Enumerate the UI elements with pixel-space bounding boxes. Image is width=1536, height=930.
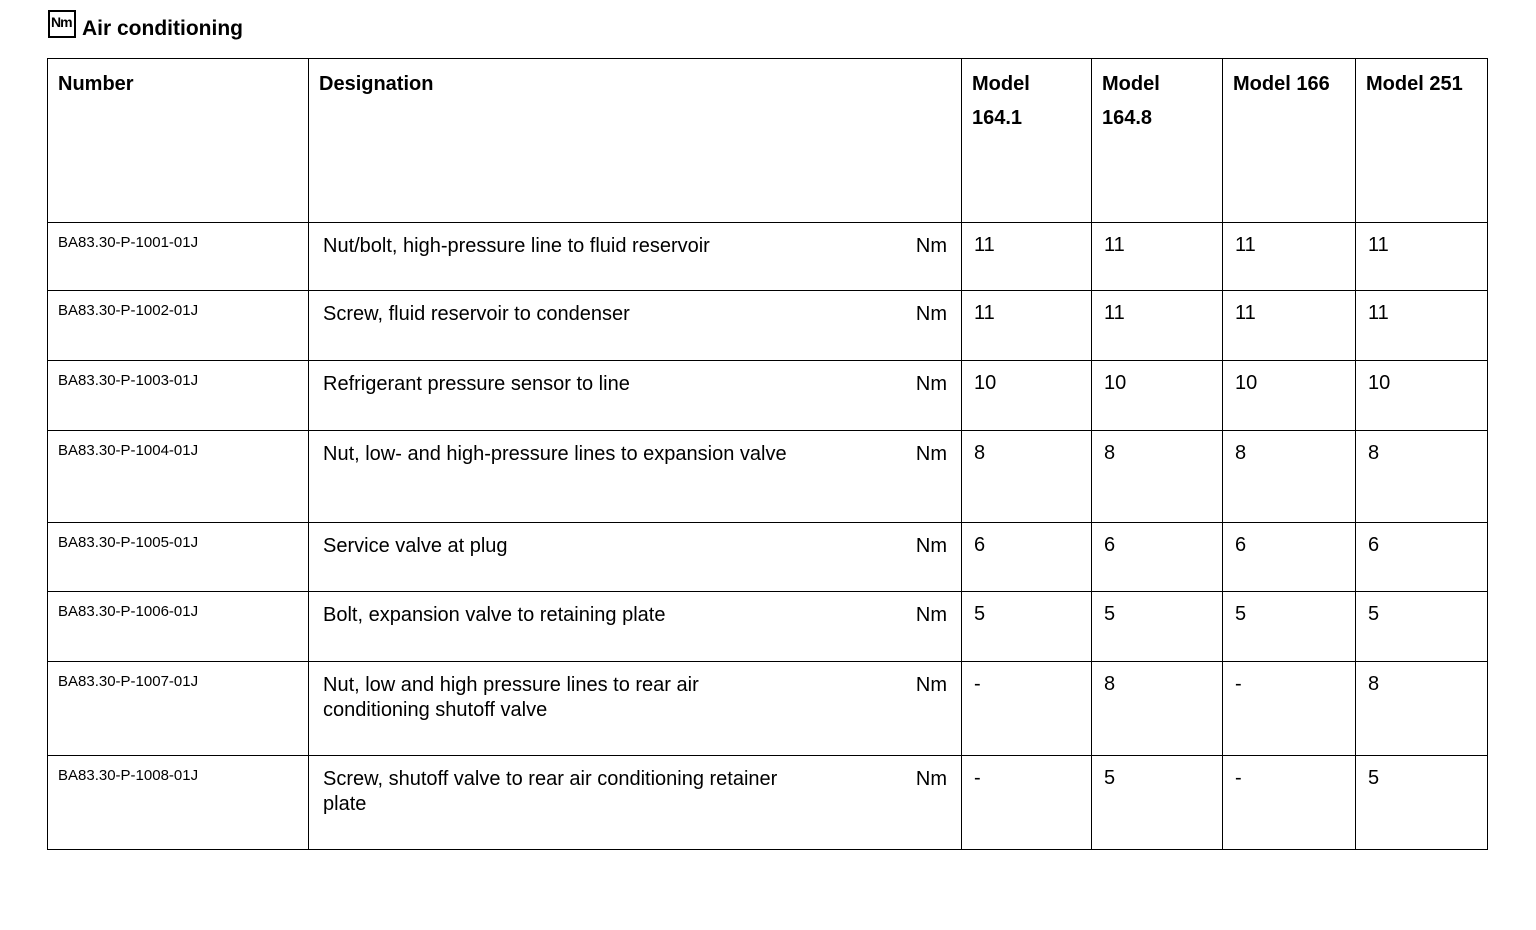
torque-value: 8 bbox=[1104, 442, 1116, 464]
cell-model-2 bbox=[1092, 223, 1223, 291]
cell-model-2 bbox=[1092, 431, 1223, 523]
table-row bbox=[48, 523, 1488, 592]
cell-model-1 bbox=[962, 431, 1092, 523]
unit-label: Nm bbox=[915, 768, 947, 790]
column-header-model-1: Model 164.1 bbox=[962, 59, 1092, 223]
torque-table bbox=[47, 58, 1488, 850]
cell-number bbox=[48, 291, 309, 361]
table-header-row bbox=[48, 59, 1488, 223]
torque-value: 5 bbox=[1368, 767, 1380, 789]
torque-value: 6 bbox=[1235, 534, 1247, 556]
part-number: BA83.30-P-1003-01J bbox=[58, 372, 199, 389]
cell-number bbox=[48, 756, 309, 850]
cell-model-3 bbox=[1223, 523, 1356, 592]
cell-model-4 bbox=[1356, 291, 1488, 361]
cell-number bbox=[48, 523, 309, 592]
cell-model-4 bbox=[1356, 431, 1488, 523]
unit-label: Nm bbox=[915, 535, 947, 557]
cell-model-3 bbox=[1223, 662, 1356, 756]
torque-value: - bbox=[1235, 673, 1242, 695]
page-title: Air conditioning bbox=[82, 17, 243, 40]
part-number: BA83.30-P-1008-01J bbox=[58, 767, 199, 784]
torque-value: 10 bbox=[974, 372, 997, 394]
table-row bbox=[48, 592, 1488, 662]
cell-model-4 bbox=[1356, 223, 1488, 291]
cell-model-3 bbox=[1223, 223, 1356, 291]
torque-value: 5 bbox=[1104, 603, 1116, 625]
table-row bbox=[48, 431, 1488, 523]
unit-label: Nm bbox=[915, 373, 947, 395]
cell-model-2 bbox=[1092, 592, 1223, 662]
table-row bbox=[48, 291, 1488, 361]
column-header-model-2: Model 164.8 bbox=[1092, 59, 1223, 223]
torque-value: 6 bbox=[974, 534, 986, 556]
designation-text: Screw, fluid reservoir to condenser bbox=[323, 303, 630, 325]
cell-model-4 bbox=[1356, 523, 1488, 592]
cell-model-2 bbox=[1092, 662, 1223, 756]
cell-model-1 bbox=[962, 223, 1092, 291]
designation-text: Refrigerant pressure sensor to line bbox=[323, 373, 630, 395]
torque-value: 8 bbox=[1368, 673, 1380, 695]
part-number: BA83.30-P-1005-01J bbox=[58, 534, 199, 551]
column-header-model-3: Model 166 bbox=[1223, 59, 1356, 223]
table-row bbox=[48, 662, 1488, 756]
part-number: BA83.30-P-1004-01J bbox=[58, 442, 199, 459]
torque-value: 11 bbox=[974, 234, 995, 256]
cell-model-2 bbox=[1092, 523, 1223, 592]
unit-label: Nm bbox=[915, 235, 947, 257]
cell-number bbox=[48, 361, 309, 431]
cell-model-3 bbox=[1223, 431, 1356, 523]
cell-model-1 bbox=[962, 662, 1092, 756]
part-number: BA83.30-P-1002-01J bbox=[58, 302, 199, 319]
cell-designation bbox=[309, 291, 962, 361]
cell-number bbox=[48, 431, 309, 523]
column-header-number: Number bbox=[48, 59, 309, 223]
designation-text: Bolt, expansion valve to retaining plate bbox=[323, 604, 666, 626]
torque-value: 8 bbox=[1235, 442, 1247, 464]
cell-designation bbox=[309, 361, 962, 431]
cell-model-1 bbox=[962, 523, 1092, 592]
torque-value: 8 bbox=[1368, 442, 1380, 464]
cell-model-1 bbox=[962, 592, 1092, 662]
cell-designation bbox=[309, 662, 962, 756]
torque-value: 6 bbox=[1104, 534, 1116, 556]
table-row bbox=[48, 361, 1488, 431]
torque-value: 10 bbox=[1104, 372, 1127, 394]
torque-value: 5 bbox=[974, 603, 986, 625]
column-header-designation: Designation bbox=[309, 59, 962, 223]
part-number: BA83.30-P-1006-01J bbox=[58, 603, 199, 620]
designation-text: Nut, low- and high-pressure lines to expansion valve bbox=[323, 443, 787, 465]
torque-value: 8 bbox=[974, 442, 986, 464]
designation-text: Screw, shutoff valve to rear air conditioning retainer plate bbox=[323, 768, 778, 815]
designation-text: Service valve at plug bbox=[323, 535, 508, 557]
cell-designation bbox=[309, 756, 962, 850]
torque-value: - bbox=[974, 673, 981, 695]
part-number: BA83.30-P-1001-01J bbox=[58, 234, 199, 251]
cell-model-2 bbox=[1092, 361, 1223, 431]
torque-value: 11 bbox=[1104, 302, 1125, 324]
designation-text: Nut/bolt, high-pressure line to fluid reservoir bbox=[323, 235, 710, 257]
torque-value: 10 bbox=[1368, 372, 1391, 394]
cell-number bbox=[48, 662, 309, 756]
cell-model-4 bbox=[1356, 756, 1488, 850]
torque-value: - bbox=[974, 767, 981, 789]
torque-value: 11 bbox=[1104, 234, 1125, 256]
part-number: BA83.30-P-1007-01J bbox=[58, 673, 199, 690]
cell-model-4 bbox=[1356, 662, 1488, 756]
cell-number bbox=[48, 592, 309, 662]
cell-model-3 bbox=[1223, 291, 1356, 361]
torque-value: 11 bbox=[1368, 302, 1389, 324]
unit-label: Nm bbox=[915, 674, 947, 696]
cell-model-3 bbox=[1223, 756, 1356, 850]
torque-value: 11 bbox=[974, 302, 995, 324]
torque-value: - bbox=[1235, 767, 1242, 789]
torque-nm-icon: Nm bbox=[48, 10, 76, 38]
torque-value: 11 bbox=[1235, 234, 1256, 256]
torque-value: 11 bbox=[1235, 302, 1256, 324]
cell-model-1 bbox=[962, 756, 1092, 850]
torque-value: 6 bbox=[1368, 534, 1380, 556]
torque-value: 5 bbox=[1104, 767, 1116, 789]
cell-model-3 bbox=[1223, 361, 1356, 431]
cell-model-1 bbox=[962, 291, 1092, 361]
column-header-model-4: Model 251 bbox=[1356, 59, 1488, 223]
torque-value: 11 bbox=[1368, 234, 1389, 256]
cell-number bbox=[48, 223, 309, 291]
unit-label: Nm bbox=[915, 443, 947, 465]
torque-value: 5 bbox=[1368, 603, 1380, 625]
cell-model-1 bbox=[962, 361, 1092, 431]
torque-value: 8 bbox=[1104, 673, 1116, 695]
cell-model-4 bbox=[1356, 592, 1488, 662]
page-header bbox=[48, 8, 243, 40]
cell-designation bbox=[309, 592, 962, 662]
torque-value: 5 bbox=[1235, 603, 1247, 625]
cell-designation bbox=[309, 223, 962, 291]
unit-label: Nm bbox=[915, 604, 947, 626]
designation-text: Nut, low and high pressure lines to rear air conditioning shutoff valve bbox=[323, 674, 699, 721]
unit-label: Nm bbox=[915, 303, 947, 325]
cell-model-3 bbox=[1223, 592, 1356, 662]
cell-model-2 bbox=[1092, 756, 1223, 850]
cell-designation bbox=[309, 431, 962, 523]
cell-model-4 bbox=[1356, 361, 1488, 431]
cell-designation bbox=[309, 523, 962, 592]
torque-value: 10 bbox=[1235, 372, 1258, 394]
table-row bbox=[48, 756, 1488, 850]
cell-model-2 bbox=[1092, 291, 1223, 361]
table-row bbox=[48, 223, 1488, 291]
